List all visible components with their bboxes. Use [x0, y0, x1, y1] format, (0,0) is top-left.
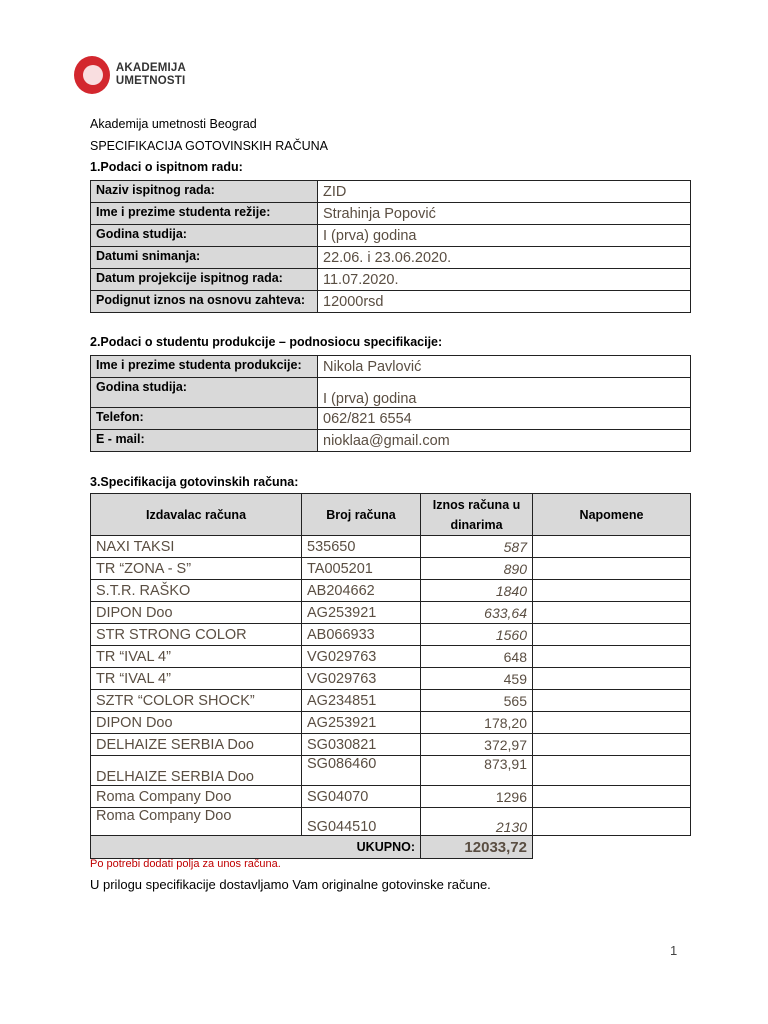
- issuer-cell: DELHAIZE SERBIA Doo: [91, 734, 302, 756]
- exam-work-table: [90, 180, 691, 313]
- issuer-cell: Roma Company Doo: [91, 786, 302, 808]
- notes-cell: [533, 558, 691, 580]
- info-row: [91, 181, 691, 203]
- field-label: Ime i prezime studenta produkcije:: [91, 356, 318, 378]
- field-value: Nikola Pavlović: [318, 356, 691, 378]
- add-fields-note: Po potrebi dodati polja za unos računa.: [90, 858, 281, 870]
- academy-logo: [74, 46, 186, 104]
- notes-cell: [533, 624, 691, 646]
- receipt-row: [91, 734, 691, 756]
- page-number: 1: [670, 943, 678, 958]
- receipt-row: [91, 690, 691, 712]
- receipt-number-cell: SG030821: [302, 734, 421, 756]
- footer-text: U prilogu specifikacije dostavljamo Vam originalne gotovinske račune.: [90, 877, 491, 892]
- field-label: Ime i prezime studenta režije:: [91, 203, 318, 225]
- info-row: [91, 378, 691, 408]
- issuer-cell: DIPON Doo: [91, 602, 302, 624]
- student-table: [90, 355, 691, 452]
- notes-cell: [533, 580, 691, 602]
- receipt-number-cell: 535650: [302, 536, 421, 558]
- receipt-number-cell: AG234851: [302, 690, 421, 712]
- header-number: Broj računa: [302, 494, 421, 536]
- institution-name: Akademija umetnosti Beograd: [90, 117, 257, 131]
- notes-cell: [533, 602, 691, 624]
- field-label: Telefon:: [91, 408, 318, 430]
- notes-cell: [533, 734, 691, 756]
- receipt-row: [91, 756, 691, 786]
- header-issuer: Izdavalac računa: [91, 494, 302, 536]
- field-label: Godina studija:: [91, 225, 318, 247]
- info-row: [91, 225, 691, 247]
- section1-title: 1.Podaci o ispitnom radu:: [90, 160, 243, 174]
- amount-cell: 178,20: [421, 712, 533, 734]
- issuer-cell: STR STRONG COLOR: [91, 624, 302, 646]
- receipt-number-cell: AG253921: [302, 602, 421, 624]
- receipt-number-cell: TA005201: [302, 558, 421, 580]
- issuer-cell: SZTR “COLOR SHOCK”: [91, 690, 302, 712]
- issuer-cell: TR “IVAL 4”: [91, 646, 302, 668]
- field-value: 062/821 6554: [318, 408, 691, 430]
- info-row: [91, 247, 691, 269]
- document-title: SPECIFIKACIJA GOTOVINSKIH RAČUNA: [90, 139, 329, 153]
- receipt-number-cell: AB204662: [302, 580, 421, 602]
- notes-cell: [533, 756, 691, 786]
- receipt-row: [91, 786, 691, 808]
- field-value: I (prva) godina: [318, 225, 691, 247]
- amount-cell: 1840: [421, 580, 533, 602]
- field-value: ZID: [318, 181, 691, 203]
- notes-cell: [533, 690, 691, 712]
- header-notes: Napomene: [533, 494, 691, 536]
- issuer-cell: NAXI TAKSI: [91, 536, 302, 558]
- total-row: [91, 836, 691, 859]
- field-value: Strahinja Popović: [318, 203, 691, 225]
- issuer-cell: TR “IVAL 4”: [91, 668, 302, 690]
- amount-cell: 890: [421, 558, 533, 580]
- amount-cell: 633,64: [421, 602, 533, 624]
- receipt-row: [91, 668, 691, 690]
- receipt-row: [91, 580, 691, 602]
- section2-title: 2.Podaci o studentu produkcije – podnosiocu specifikacije:: [90, 335, 443, 349]
- field-label: Datumi snimanja:: [91, 247, 318, 269]
- receipts-table: [90, 493, 691, 859]
- receipt-row: [91, 624, 691, 646]
- header-amount: Iznos računa u dinarima: [421, 494, 533, 536]
- notes-cell: [533, 646, 691, 668]
- field-value: 12000rsd: [318, 291, 691, 313]
- receipt-number-cell: SG04070: [302, 786, 421, 808]
- info-row: [91, 430, 691, 452]
- receipt-number-cell: VG029763: [302, 668, 421, 690]
- logo-text-1: AKADEMIJA: [115, 62, 186, 74]
- field-value: 11.07.2020.: [318, 269, 691, 291]
- total-label: UKUPNO:: [91, 836, 421, 859]
- receipt-number-cell: AG253921: [302, 712, 421, 734]
- section3-title: 3.Specifikacija gotovinskih računa:: [90, 475, 299, 489]
- issuer-cell: S.T.R. RAŠKO: [91, 580, 302, 602]
- field-value: I (prva) godina: [318, 378, 691, 408]
- field-label: Datum projekcije ispitnog rada:: [91, 269, 318, 291]
- field-value: nioklaa@gmail.com: [318, 430, 691, 452]
- logo-emblem-icon: [74, 56, 110, 94]
- amount-cell: 873,91: [421, 756, 533, 786]
- info-row: [91, 356, 691, 378]
- amount-cell: 459: [421, 668, 533, 690]
- issuer-cell: DIPON Doo: [91, 712, 302, 734]
- amount-cell: 587: [421, 536, 533, 558]
- field-label: Podignut iznos na osnovu zahteva:: [91, 291, 318, 313]
- issuer-cell: DELHAIZE SERBIA Doo: [91, 756, 302, 786]
- receipt-number-cell: AB066933: [302, 624, 421, 646]
- receipt-row: [91, 602, 691, 624]
- field-value: 22.06. i 23.06.2020.: [318, 247, 691, 269]
- notes-cell: [533, 668, 691, 690]
- issuer-cell: Roma Company Doo: [91, 808, 302, 836]
- notes-cell: [533, 536, 691, 558]
- receipt-row: [91, 646, 691, 668]
- issuer-cell: TR “ZONA - S”: [91, 558, 302, 580]
- receipt-row: [91, 558, 691, 580]
- notes-cell: [533, 808, 691, 836]
- notes-cell: [533, 712, 691, 734]
- receipt-row: [91, 808, 691, 836]
- info-row: [91, 408, 691, 430]
- amount-cell: 372,97: [421, 734, 533, 756]
- field-label: Naziv ispitnog rada:: [91, 181, 318, 203]
- amount-cell: 2130: [421, 808, 533, 836]
- receipt-row: [91, 712, 691, 734]
- info-row: [91, 269, 691, 291]
- amount-cell: 1560: [421, 624, 533, 646]
- field-label: Godina studija:: [91, 378, 318, 408]
- amount-cell: 648: [421, 646, 533, 668]
- receipt-row: [91, 536, 691, 558]
- info-row: [91, 291, 691, 313]
- amount-cell: 565: [421, 690, 533, 712]
- notes-cell: [533, 786, 691, 808]
- total-value: 12033,72: [421, 836, 533, 859]
- receipt-number-cell: SG086460: [302, 756, 421, 786]
- logo-text-2: UMETNOSTI: [115, 75, 186, 87]
- receipt-number-cell: VG029763: [302, 646, 421, 668]
- amount-cell: 1296: [421, 786, 533, 808]
- field-label: E - mail:: [91, 430, 318, 452]
- info-row: [91, 203, 691, 225]
- receipt-number-cell: SG044510: [302, 808, 421, 836]
